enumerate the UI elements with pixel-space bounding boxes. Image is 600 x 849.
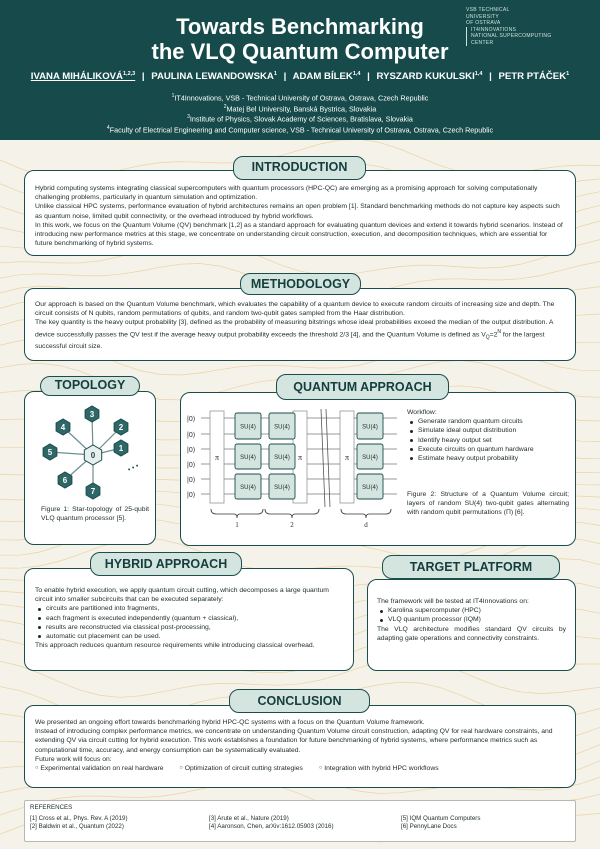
affiliation: $^2$Matej Bel University, Banská Bystrica, Slovakia: [223, 103, 377, 113]
qubit-label: 1: [118, 444, 124, 453]
paragraph: Our approach is based on the Quantum Volume benchmark, which evaluates the capability of a quantum device to execute random circuits of increasing size and depth. The circuit consists of N qubits, random permutations of qubits, and random two-qubit gates sampled from the Haar distribution.: [35, 301, 555, 318]
su4-gate-label: SU(4): [362, 455, 378, 461]
list-item: results are reconstructed via classical post-processing,: [35, 623, 343, 632]
author-name: PETR PTÁČEK$^1$: [498, 71, 570, 83]
figure-1-caption: Figure 1: Star-topology of 25-qubit VLQ quantum processor [5].: [41, 506, 149, 522]
permutation-symbol: π: [297, 453, 303, 462]
paragraph: The VLQ architecture modifies standard QV circuits by adapting gate operations and connectivity constraints.: [377, 625, 566, 642]
layer-index-label: 2: [290, 521, 294, 529]
reference: [6] PennyLane Docs: [401, 822, 457, 830]
future-work-item: ○ Experimental validation on real hardware: [35, 764, 164, 773]
target-platform-heading: TARGET PLATFORM: [382, 555, 560, 579]
references-column: [30, 815, 128, 830]
paragraph: Future work will focus on:: [35, 755, 112, 763]
future-work-item: ○ Optimization of circuit cutting strategies: [179, 764, 303, 773]
hybrid-list: [35, 604, 343, 641]
layer-index-label: 1: [235, 521, 239, 529]
methodology-box: [24, 288, 576, 361]
qubit-label: 4: [60, 423, 66, 432]
layer-skip-mark: [326, 409, 330, 507]
logo-text: UNIVERSITY: [466, 13, 500, 20]
quantum-volume-circuit-diagram: [187, 409, 405, 545]
author-line: [0, 71, 600, 82]
reference: [3] Arute et al., Nature (2019): [209, 815, 289, 822]
paragraph: In this work, we focus on the Quantum Volume (QV) benchmark [1,2] as a standard approach for evaluating quantum devices and extend it towards hybrid scenarios. Instead of introducing new performance metrics at this stage, we concentrate on understanding circuit construction, execution, and decomposition techniques, which are essential for future benchmarking of hybrid systems.: [35, 221, 563, 248]
introduction-box: [24, 170, 576, 256]
author-separator: |: [367, 71, 370, 83]
workflow-title: Workflow:: [407, 409, 437, 416]
layer-brace: [265, 509, 319, 518]
affiliation: $^3$Institute of Physics, Slovak Academy of Sciences, Bratislava, Slovakia: [187, 114, 413, 124]
su4-gate-label: SU(4): [274, 424, 290, 431]
title-line-1: Towards Benchmarking: [176, 14, 424, 39]
qubit-ket-label: |0⟩: [187, 432, 196, 439]
paragraph: We presented an ongoing effort towards benchmarking hybrid HPC-QC systems with a focus on the Quantum Volume framework.: [35, 719, 425, 726]
quantum-approach-heading: QUANTUM APPROACH: [276, 374, 449, 400]
list-item: circuits are partitioned into fragments,: [35, 604, 343, 613]
reference: [5] IQM Quantum Computers: [401, 815, 481, 822]
su4-gate-label: SU(4): [362, 424, 378, 431]
permutation-symbol: π: [214, 453, 220, 462]
author-name: PAULINA LEWANDOWSKA$^1$: [151, 71, 277, 83]
affiliation: $^4$Faculty of Electrical Engineering and Computer science, VSB - Technical University of Ostrava, Ostrava, Czech Republic: [106, 124, 494, 135]
qubit-ket-label: |0⟩: [187, 492, 196, 499]
workflow-list: [407, 417, 571, 463]
reference: [1] Cross et al., Phys. Rev. A (2019): [30, 815, 128, 822]
workflow-step: Simulate ideal output distribution: [407, 426, 571, 435]
paragraph: Hybrid computing systems integrating classical supercomputers with quantum processors (HPC-QC) are emerging as a promising approach for solving computationally challenging problems, particularly in quantum simulation and optimization.: [35, 185, 538, 202]
su4-gate-label: SU(4): [240, 485, 256, 491]
references-heading: REFERENCES: [30, 804, 73, 811]
qubit-label: 3: [89, 410, 95, 419]
conclusion-heading: CONCLUSION: [229, 689, 370, 713]
layer-brace: [341, 509, 391, 518]
quantum-approach-box: [180, 392, 576, 546]
list-item: Karolina supercomputer (HPC): [377, 606, 566, 615]
paragraph: Instead of introducing complex performance metrics, we concentrate on understanding Quantum Volume circuit construction, adapting QV for real hardware constraints, and extending QV via circuit cutting for hybrid execution. This work establishes a foundation for future benchmarking of hybrid systems, where performance metrics such as computational time, accuracy, and energy consumption can be systematically evaluated.: [35, 728, 553, 754]
methodology-heading: METHODOLOGY: [240, 273, 361, 295]
paragraph: To enable hybrid execution, we apply quantum circuit cutting, which decomposes a large quantum circuit into smaller subcircuits that can be executed separately:: [35, 587, 329, 604]
institution-logo: [466, 7, 600, 46]
reference: [2] Baldwin et al., Quantum (2022): [30, 822, 124, 830]
hybrid-approach-heading: HYBRID APPROACH: [90, 552, 242, 576]
logo-text: OF OSTRAVA: [466, 20, 501, 26]
qubit-ket-label: |0⟩: [187, 477, 196, 484]
su4-gate-label: SU(4): [362, 485, 378, 491]
affiliations: [0, 92, 600, 134]
layer-index-label: d: [364, 521, 368, 529]
workflow-step: Estimate heavy output probability: [407, 454, 571, 463]
title-line-2: the VLQ Quantum Computer: [151, 39, 449, 64]
logo-text: IT4INNOVATIONS: [471, 26, 517, 33]
references-column: [209, 815, 334, 830]
permutation-symbol: π: [344, 453, 350, 462]
author-name: RYSZARD KUKULSKI$^{1,4}$: [376, 71, 483, 83]
topology-heading: TOPOLOGY: [40, 376, 140, 396]
author-name: IVANA MIHÁLIKOVÁ$^{1,2,3}$: [30, 71, 136, 83]
paragraph: Unlike classical HPC systems, performance evaluation of hybrid architectures remains an open problem [1]. Standard benchmarking methods do not capture key aspects such as quantum noise, limited qubit connectivity, or the overhead introduced by hybrid workflows.: [35, 203, 560, 220]
layer-skip-mark: [321, 409, 325, 507]
paragraph: The framework will be tested at IT4Innovations on:: [377, 598, 529, 605]
logo-text: VSB TECHNICAL: [466, 7, 510, 13]
qubit-label: 0: [90, 451, 96, 460]
topology-box: [24, 391, 156, 545]
star-topology-diagram: [25, 400, 155, 510]
su4-gate-label: SU(4): [274, 485, 290, 491]
future-work-list: [35, 764, 565, 773]
logo-it4i-text: [466, 27, 552, 47]
author-name: ADAM BÍLEK$^{1,4}$: [292, 71, 361, 83]
su4-gate-label: SU(4): [240, 424, 256, 431]
target-platform-box: [367, 579, 576, 671]
qubit-ket-label: |0⟩: [187, 416, 196, 423]
qubit-ket-label: |0⟩: [187, 462, 196, 469]
references-column: [401, 815, 480, 830]
references-box: [24, 800, 576, 842]
author-separator: |: [141, 71, 145, 83]
workflow-step: Execute circuits on quantum hardware: [407, 445, 571, 454]
logo-text: NATIONAL SUPERCOMPUTING: [471, 33, 552, 39]
su4-gate-label: SU(4): [274, 455, 290, 461]
workflow: [407, 408, 571, 463]
qubit-label: 2: [118, 423, 124, 432]
paragraph: The key quantity is the heavy output probability [3], defined as the probability of measuring bitstrings whose ideal probabilities exceed the median of the output distribution. A device successfully passes the QV test if the average heavy output probability exceeds the threshold 2/3 [4], and the Quantum Volume is defined as $V_Q=2^N$ for the largest successful circuit size.: [35, 319, 554, 351]
author-separator: |: [283, 71, 287, 83]
qubit-label: 5: [47, 448, 53, 457]
poster-header: [0, 0, 600, 140]
conclusion-box: [24, 705, 576, 788]
workflow-step: Identify heavy output set: [407, 436, 571, 445]
qubit-label: 6: [62, 476, 68, 485]
su4-gate-label: SU(4): [240, 455, 256, 461]
reference: [4] Aaronson, Chen, arXiv:1612.05903 (2016): [209, 822, 334, 830]
paragraph: This approach reduces quantum resource requirements while introducing classical overhead.: [35, 642, 315, 650]
logo-vsb-text: [466, 7, 510, 27]
qubit-label: 7: [90, 487, 96, 496]
workflow-step: Generate random quantum circuits: [407, 417, 571, 426]
affiliation: $^1$IT4Innovations, VSB - Technical University of Ostrava, Ostrava, Czech Republic: [171, 93, 429, 103]
target-list: [377, 606, 566, 624]
future-work-item: ○ Integration with hybrid HPC workflows: [319, 764, 439, 773]
qubit-ket-label: |0⟩: [187, 447, 196, 454]
layer-brace: [211, 509, 263, 518]
more-qubits-ellipsis: • • •: [126, 462, 141, 474]
list-item: VLQ quantum processor (IQM): [377, 615, 566, 624]
list-item: automatic cut placement can be used.: [35, 632, 343, 641]
list-item: each fragment is executed independently (quantum + classical),: [35, 614, 343, 623]
logo-text: CENTER: [471, 39, 494, 46]
author-separator: |: [489, 71, 492, 83]
hybrid-approach-box: [24, 568, 354, 671]
introduction-heading: INTRODUCTION: [233, 156, 366, 180]
figure-2-caption: Figure 2: Structure of a Quantum Volume circuit; layers of random SU(4) two-qubit gates alternating with random qubit permutations (Π) [6].: [407, 491, 569, 517]
